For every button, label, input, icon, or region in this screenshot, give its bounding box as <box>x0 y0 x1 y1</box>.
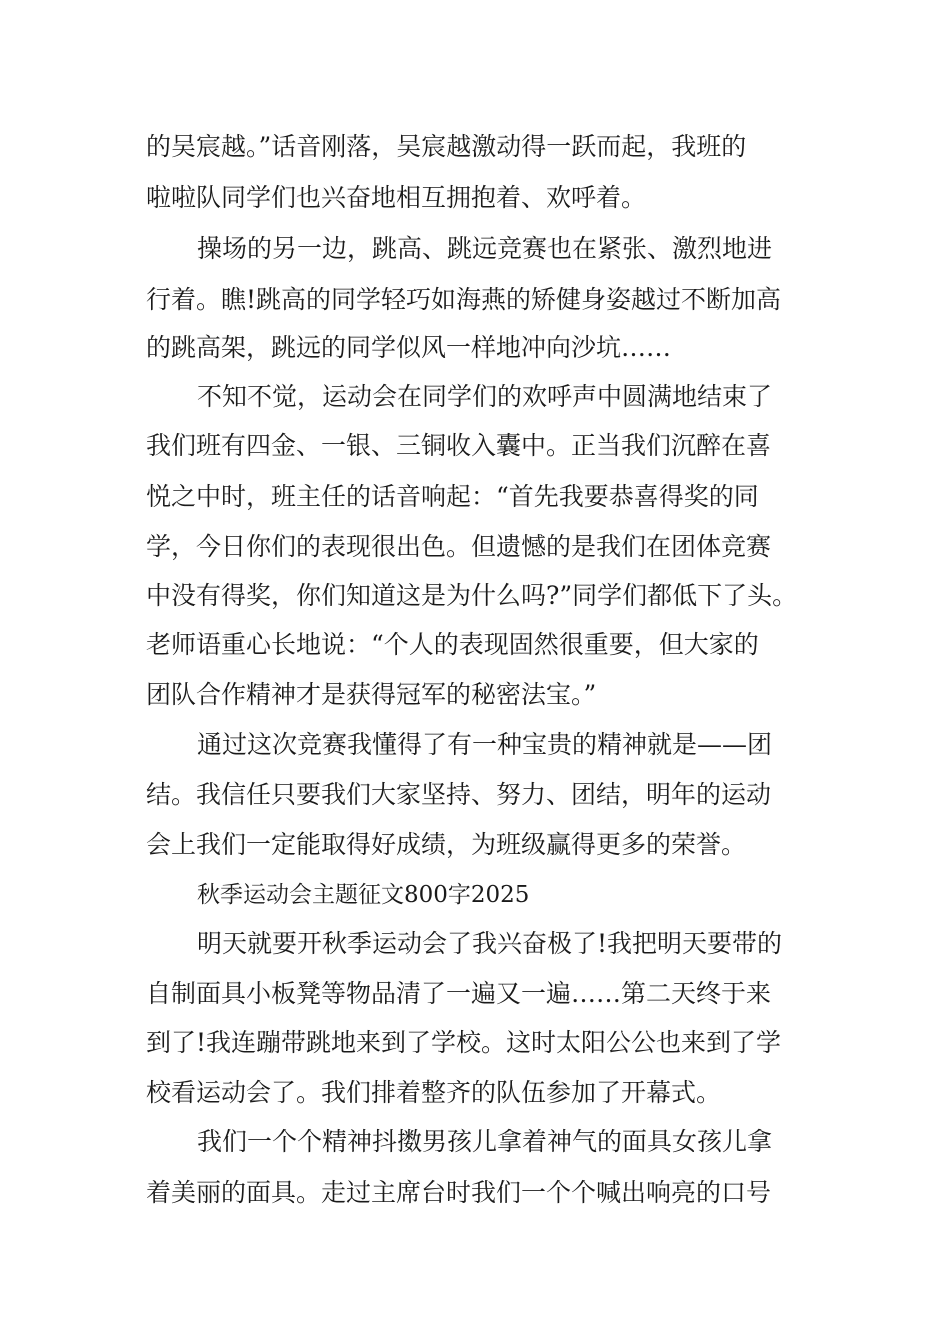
text-line: 会上我们一定能取得好成绩，为班级赢得更多的荣誉。 <box>146 830 747 859</box>
text-line: 着美丽的面具。走过主席台时我们一个个喊出响亮的口号 <box>146 1178 772 1207</box>
text-line: 到了!我连蹦带跳地来到了学校。这时太阳公公也来到了学 <box>146 1028 782 1057</box>
text-line: 校看运动会了。我们排着整齐的队伍参加了开幕式。 <box>146 1078 722 1107</box>
text-line: 老师语重心长地说：“个人的表现固然很重要，但大家的 <box>146 630 759 659</box>
text-line: 结。我信任只要我们大家坚持、努力、团结，明年的运动 <box>146 780 772 809</box>
paragraph-start-line: 明天就要开秋季运动会了我兴奋极了!我把明天要带的 <box>197 929 783 958</box>
text-line: 悦之中时，班主任的话音响起：“首先我要恭喜得奖的同 <box>146 482 759 511</box>
text-line: 啦啦队同学们也兴奋地相互拥抱着、欢呼着。 <box>146 183 647 212</box>
paragraph-start-line: 我们一个个精神抖擞男孩儿拿着神气的面具女孩儿拿 <box>197 1127 773 1156</box>
paragraph-start-line: 操场的另一边，跳高、跳远竞赛也在紧张、激烈地进 <box>197 234 773 263</box>
text-line: 中没有得奖，你们知道这是为什么吗?”同学们都低下了头。 <box>146 581 798 610</box>
text-line: 的吴宸越。”话音刚落，吴宸越激动得一跃而起，我班的 <box>146 132 747 161</box>
text-line: 学，今日你们的表现很出色。但遗憾的是我们在团体竞赛 <box>146 532 772 561</box>
section-heading: 秋季运动会主题征文800字2025 <box>197 882 530 908</box>
text-line: 自制面具小板凳等物品清了一遍又一遍……第二天终于来 <box>146 979 772 1008</box>
paragraph-start-line: 不知不觉，运动会在同学们的欢呼声中圆满地结束了 <box>197 382 773 411</box>
paragraph-start-line: 通过这次竞赛我懂得了有一种宝贵的精神就是——团 <box>197 730 773 759</box>
text-line: 的跳高架，跳远的同学似风一样地冲向沙坑…… <box>146 333 672 362</box>
text-line: 我们班有四金、一银、三铜收入囊中。正当我们沉醉在喜 <box>146 431 772 460</box>
text-line: 行着。瞧!跳高的同学轻巧如海燕的矫健身姿越过不断加高 <box>146 285 782 314</box>
text-line: 团队合作精神才是获得冠军的秘密法宝。” <box>146 680 597 709</box>
